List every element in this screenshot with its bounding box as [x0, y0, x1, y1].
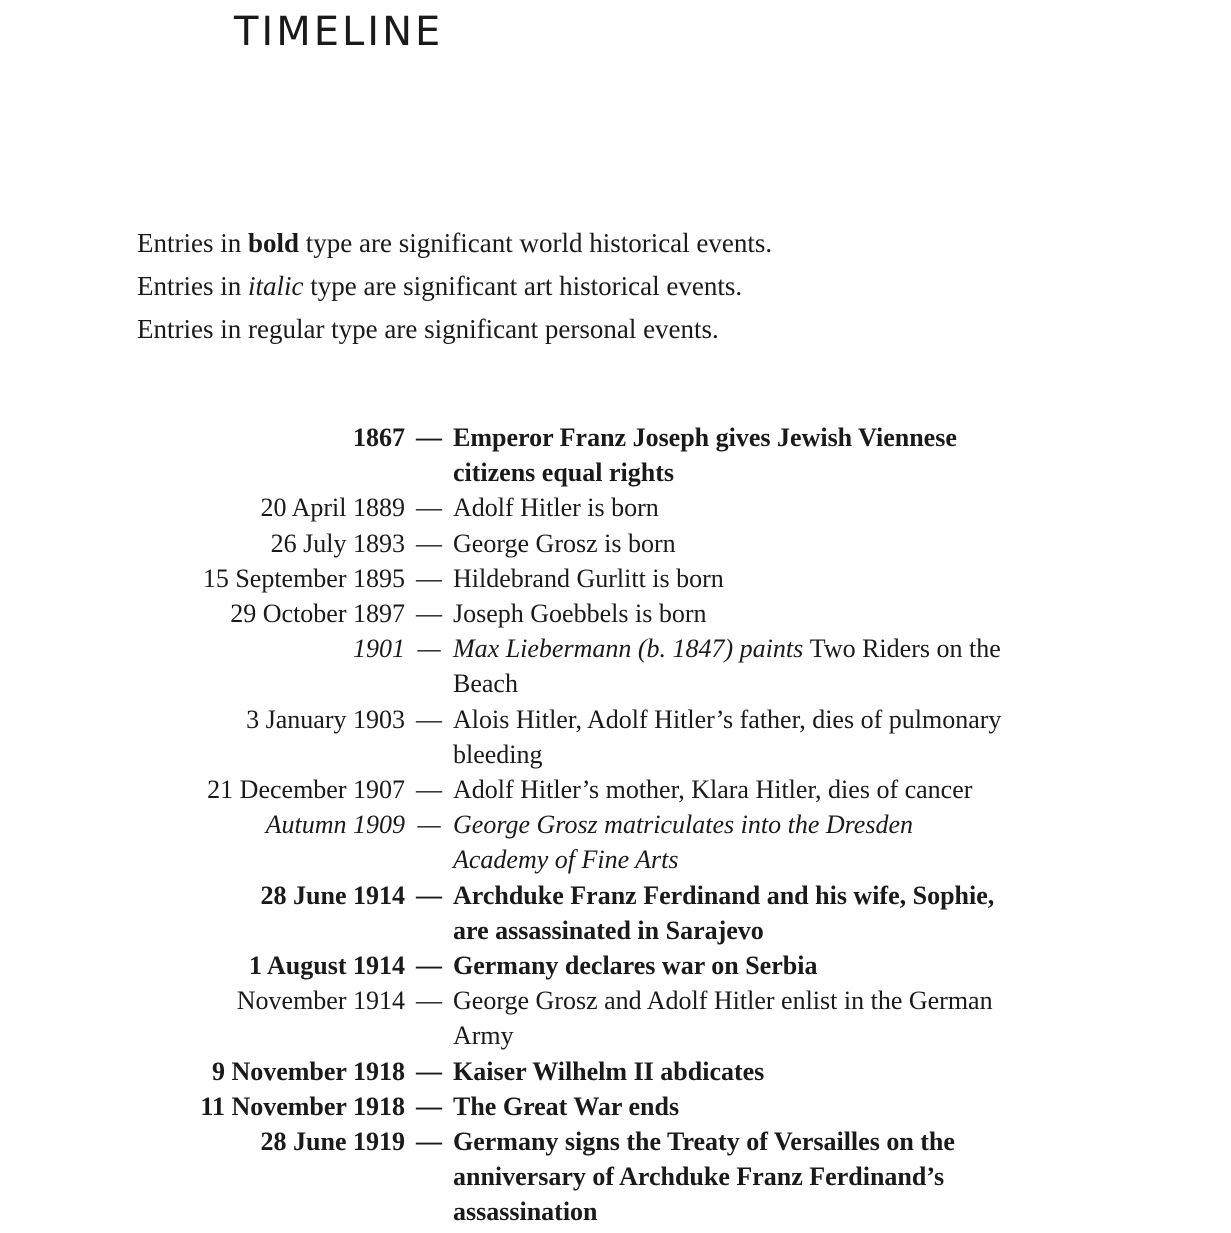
entry-date: 1867 [353, 423, 405, 452]
legend-text: type are significant world historical events. [299, 228, 773, 258]
page-title: TIMELINE [234, 9, 444, 55]
timeline-entry [0, 596, 1231, 631]
timeline-entry [0, 772, 1231, 807]
entry-date: 20 April 1889 [260, 493, 405, 523]
entry-dash: — [417, 810, 441, 840]
entry-event: Germany signs the Treaty of Versailles on the anniversary of Archduke Franz Ferdinand’s assassination [453, 1127, 955, 1227]
entry-date: 21 December 1907 [207, 775, 405, 805]
legend-text: Entries in [137, 228, 248, 258]
timeline-entry [0, 702, 1231, 772]
timeline-entry [0, 807, 1231, 877]
entry-dash: — [416, 1056, 442, 1086]
legend-line-regular: Entries in regular type are significant personal events. [137, 314, 719, 344]
legend-line-italic [137, 265, 1087, 308]
entry-dash: — [416, 880, 442, 910]
entry-dash: — [416, 599, 442, 629]
entry-dash: — [416, 563, 442, 593]
entry-date: 11 November 1918 [200, 1091, 405, 1121]
timeline-list [0, 420, 1231, 1230]
entry-dash: — [416, 986, 442, 1016]
entry-event: Joseph Goebbels is born [453, 599, 707, 629]
entry-dash: — [416, 493, 442, 523]
entry-event: Kaiser Wilhelm II abdicates [453, 1056, 765, 1086]
legend-italic-word: italic [247, 271, 304, 301]
timeline-entry [0, 1124, 1231, 1230]
timeline-entry [0, 526, 1231, 561]
entry-event: Adolf Hitler’s mother, Klara Hitler, dies of cancer [453, 775, 973, 805]
legend-line-bold [137, 222, 1087, 265]
legend-bold-word: bold [247, 228, 300, 258]
entry-date: 28 June 1914 [260, 880, 405, 910]
entry-date: November 1914 [236, 986, 405, 1016]
entry-event: Germany declares war on Serbia [453, 951, 818, 981]
entry-dash: — [416, 704, 442, 734]
timeline-entry [0, 631, 1231, 701]
entry-dash: — [416, 1127, 442, 1157]
entry-event: Hildebrand Gurlitt is born [453, 563, 724, 593]
entry-date: 9 November 1918 [211, 1056, 405, 1086]
entry-date: 3 January 1903 [246, 704, 405, 734]
legend [137, 222, 1087, 351]
legend-text: type are significant art historical events. [303, 271, 743, 301]
entry-event [453, 631, 1013, 701]
timeline-entry [0, 561, 1231, 596]
entry-date: Autumn 1909 [265, 810, 405, 840]
entry-date: 26 July 1893 [270, 528, 405, 558]
timeline-entry [0, 983, 1231, 1053]
entry-event: Emperor Franz Joseph gives Jewish Viennese citizens equal rights [453, 423, 957, 488]
entry-date: 28 June 1919 [260, 1127, 405, 1157]
entry-event: Archduke Franz Ferdinand and his wife, Sophie, are assassinated in Sarajevo [453, 880, 995, 945]
timeline-entry [0, 490, 1231, 525]
entry-dash: — [416, 423, 442, 452]
entry-dash: — [416, 528, 442, 558]
entry-date: 1901 [353, 634, 405, 664]
timeline-entry [0, 878, 1231, 948]
entry-dash: — [416, 1091, 442, 1121]
entry-date: 15 September 1895 [202, 563, 405, 593]
entry-date: 29 October 1897 [230, 599, 405, 629]
entry-event-text: Max Liebermann (b. 1847) paints [453, 634, 804, 664]
entry-event: Alois Hitler, Adolf Hitler’s father, dies of pulmonary bleeding [453, 704, 1002, 769]
entry-dash: — [416, 775, 442, 805]
timeline-entry [0, 948, 1231, 983]
legend-text: Entries in [137, 271, 248, 301]
entry-event: George Grosz matriculates into the Dresden Academy of Fine Arts [453, 810, 914, 875]
entry-event: George Grosz and Adolf Hitler enlist in the German Army [453, 986, 993, 1051]
entry-date: 1 August 1914 [248, 951, 405, 981]
artwork-title: Two Riders on the Beach [453, 634, 1001, 699]
entry-dash: — [416, 951, 442, 981]
entry-dash: — [417, 634, 441, 664]
timeline-entry [0, 1054, 1231, 1089]
timeline-entry [0, 420, 1231, 490]
timeline-entry [0, 1089, 1231, 1124]
entry-event: The Great War ends [453, 1091, 680, 1121]
entry-event: George Grosz is born [453, 528, 676, 558]
entry-event: Adolf Hitler is born [453, 493, 659, 523]
